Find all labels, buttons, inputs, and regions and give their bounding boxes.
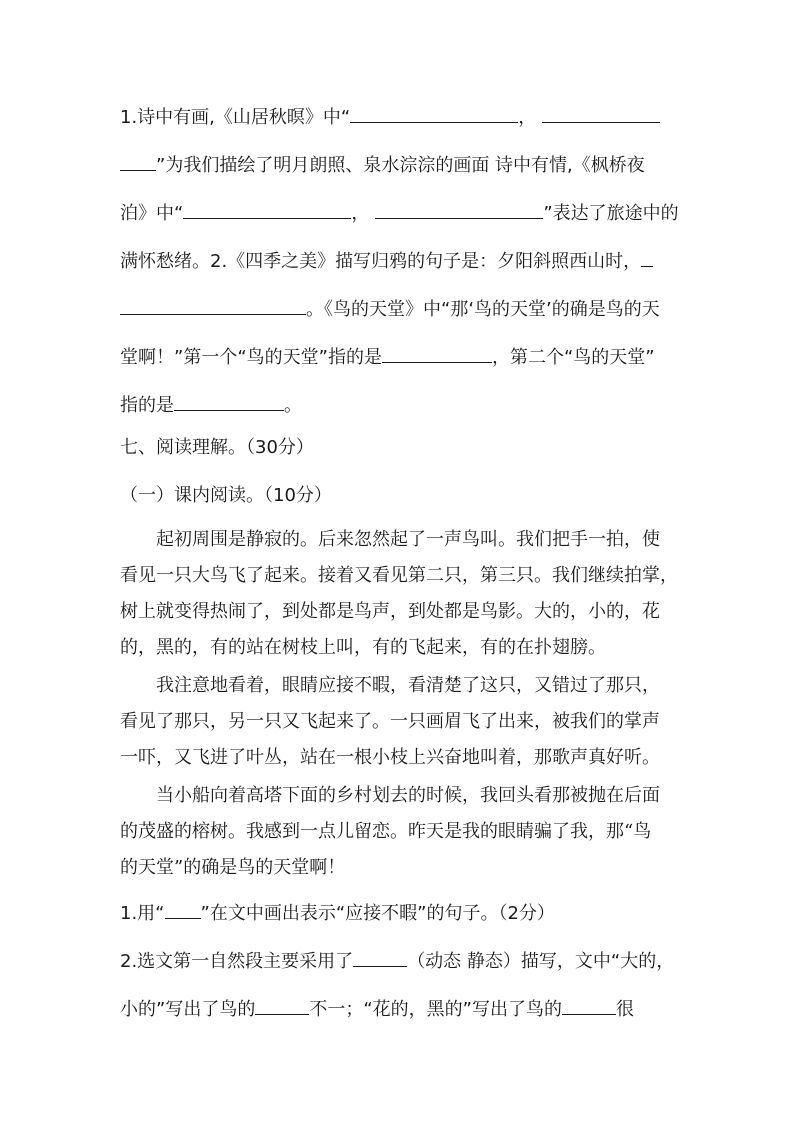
fill-text: ”表达了旅途中的 <box>543 203 679 224</box>
question-text: （动态 静态）描写，文中“大的， <box>407 951 675 972</box>
passage-line: 的茂盛的榕树。我感到一点儿留恋。昨天是我的眼睛骗了我，那“鸟 <box>120 821 652 842</box>
fill-text: ，第二个“鸟的天堂” <box>491 347 655 368</box>
question-text: 1.用“ <box>120 903 165 924</box>
fill-line-1 <box>120 104 680 130</box>
fill-text: 1.诗中有画,《山居秋暝》中“ <box>120 107 351 128</box>
question-text: 2.选文第一自然段主要采用了 <box>120 951 354 972</box>
passage-line: 树上就变得热闹了，到处都是鸟声，到处都是鸟影。大的，小的，花 <box>120 601 660 622</box>
answer-blank[interactable] <box>353 948 407 967</box>
fill-text: 满怀愁绪。2.《四季之美》描写归鸦的句子是：夕阳斜照西山时， <box>120 251 642 272</box>
question-text: 很 <box>615 999 634 1020</box>
fill-text: 。《鸟的天堂》中“那‘鸟的天堂’的确是鸟的天 <box>306 299 660 320</box>
fill-line-3 <box>120 200 680 226</box>
fill-line-2 <box>120 152 680 178</box>
question-1 <box>120 900 680 926</box>
fill-text: ”为我们描绘了明月朗照、泉水淙淙的画面 诗中有情,《枫桥夜 <box>156 155 645 176</box>
question-text: 小的”写出了鸟的 <box>120 999 256 1020</box>
answer-blank[interactable] <box>562 996 616 1015</box>
passage-line: 起初周围是静寂的。后来忽然起了一声鸟叫。我们把手一拍，使 <box>156 529 660 550</box>
fill-line-5 <box>120 296 680 322</box>
fill-line-6 <box>120 344 680 370</box>
fill-line-7 <box>120 392 680 418</box>
passage-line: 我注意地看着，眼睛应接不暇，看清楚了这只，又错过了那只， <box>156 675 660 696</box>
answer-blank[interactable] <box>120 152 156 171</box>
question-2-cont <box>120 996 680 1022</box>
passage-line: 的，黑的，有的站在树枝上叫，有的飞起来，有的在扑翅膀。 <box>120 637 606 658</box>
fill-text: 泊》中“ <box>120 203 184 224</box>
passage-line: 看见一只大鸟飞了起来。接着又看见第二只，第三只。我们继续拍掌， <box>120 565 678 586</box>
answer-blank[interactable] <box>165 900 201 919</box>
question-2 <box>120 948 680 974</box>
answer-blank[interactable] <box>174 392 284 411</box>
fill-text: 指的是 <box>120 395 174 416</box>
answer-blank[interactable] <box>542 104 660 123</box>
answer-blank[interactable] <box>382 344 492 363</box>
question-text: ”在文中画出表示“应接不暇”的句子。（2分） <box>200 903 555 924</box>
question-text: 不一；“花的，黑的”写出了鸟的 <box>309 999 562 1020</box>
answer-blank[interactable] <box>375 200 543 219</box>
passage-line: 一吓，又飞进了叶丛，站在一根小枝上兴奋地叫着，那歌声真好听。 <box>120 747 660 768</box>
fill-line-4 <box>120 248 680 274</box>
fill-text: ， <box>351 203 370 224</box>
answer-blank[interactable] <box>350 104 518 123</box>
answer-blank[interactable] <box>255 996 309 1015</box>
fill-text: ， <box>518 107 537 128</box>
answer-blank[interactable] <box>183 200 351 219</box>
passage-line: 看见了那只，另一只又飞起来了。一只画眉飞了出来，被我们的掌声 <box>120 711 660 732</box>
fill-text: 。 <box>284 395 302 416</box>
passage-line: 当小船向着高塔下面的乡村划去的时候，我回头看那被抛在后面 <box>156 785 660 806</box>
fill-text: 堂啊！”第一个“鸟的天堂”指的是 <box>120 347 382 368</box>
passage-line: 的天堂”的确是鸟的天堂啊！ <box>120 857 346 878</box>
answer-blank[interactable] <box>641 248 653 267</box>
answer-blank[interactable] <box>120 296 306 315</box>
section-heading: 七、阅读理解。（30分） <box>120 437 314 458</box>
subsection-heading: （一）课内阅读。（10分） <box>120 485 332 506</box>
